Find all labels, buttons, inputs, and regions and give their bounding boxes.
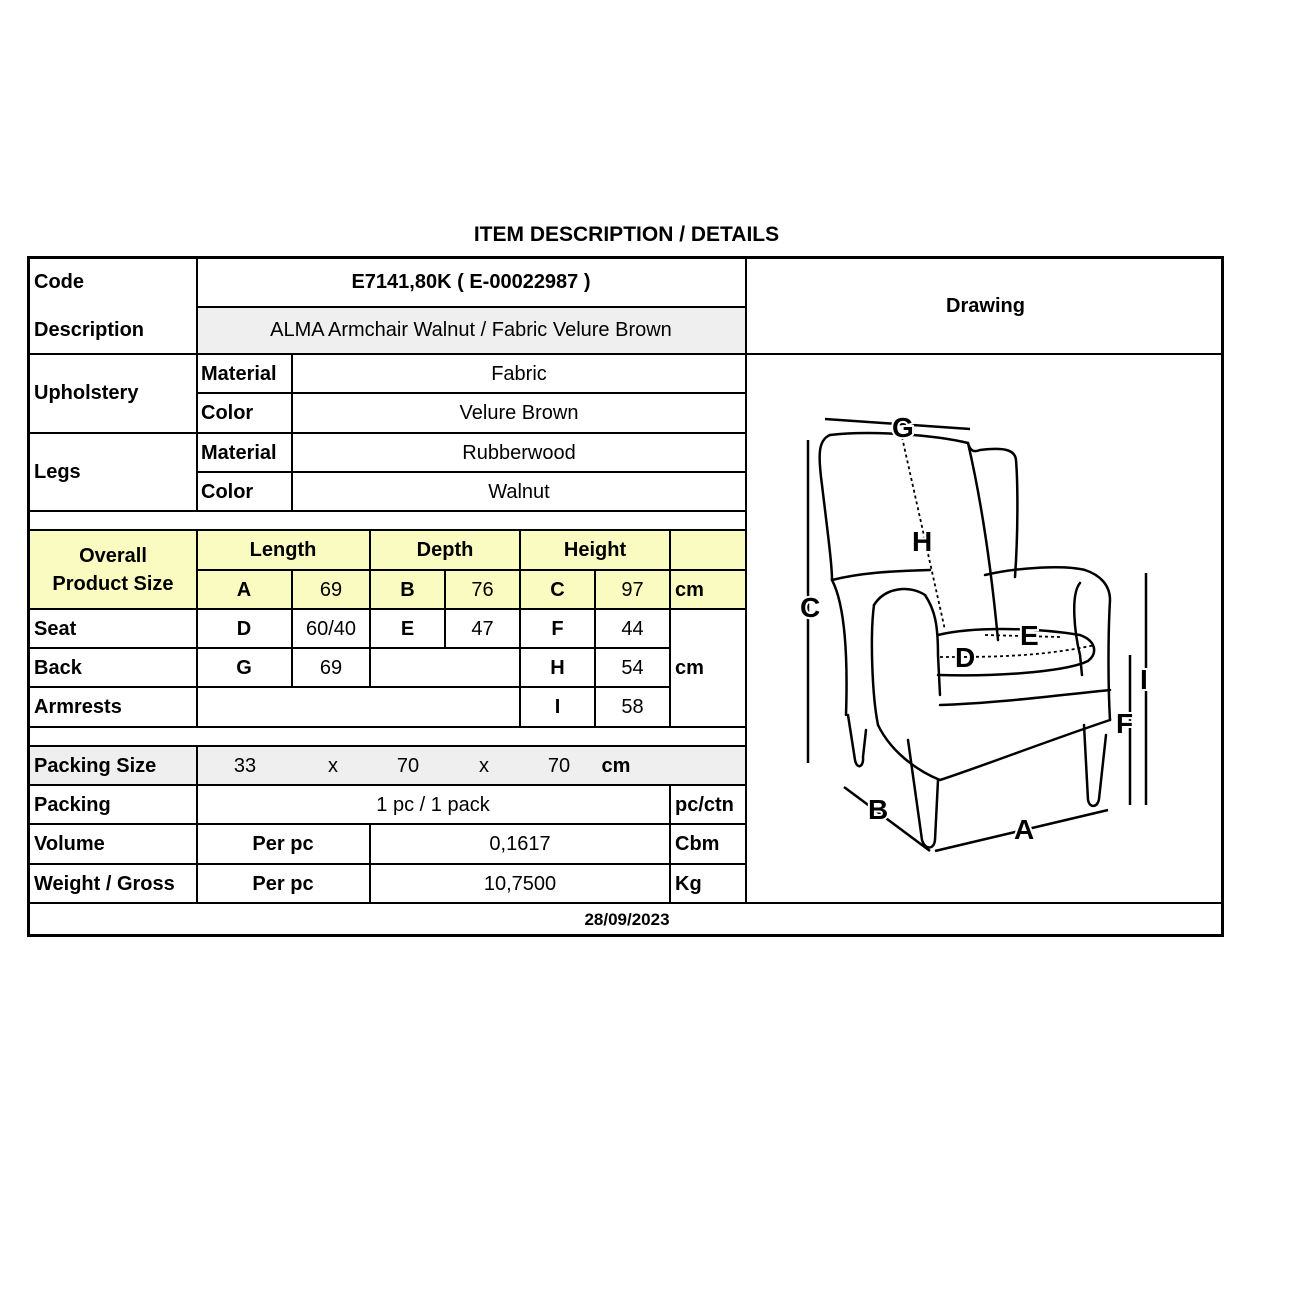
upholstery-color-value: Velure Brown xyxy=(459,401,579,424)
seat-back-armrest-unit: cm xyxy=(675,656,704,679)
weight-label: Weight / Gross xyxy=(34,872,175,895)
drawing-letter-h: H xyxy=(912,526,933,557)
legs-color-value: Walnut xyxy=(488,480,550,503)
packing-size-v2: 70 xyxy=(396,754,420,777)
dim-d-value: 60/40 xyxy=(305,617,357,640)
document-date: 28/09/2023 xyxy=(584,910,670,929)
legs-material-label: Material xyxy=(201,441,277,464)
overall-unit: cm xyxy=(675,578,704,601)
legs-material-value: Rubberwood xyxy=(462,441,576,464)
dim-e-label: E xyxy=(400,617,415,640)
dim-a-label: A xyxy=(236,578,252,601)
drawing-letter-f: F xyxy=(1116,708,1134,739)
dim-g-value: 69 xyxy=(319,656,343,679)
dim-c-value: 97 xyxy=(621,578,644,601)
drawing-letter-g: G xyxy=(892,412,914,443)
upholstery-material-value: Fabric xyxy=(491,362,547,385)
description-value: ALMA Armchair Walnut / Fabric Velure Brown xyxy=(270,319,672,341)
packing-size-x1: x xyxy=(328,754,338,777)
dim-e-value: 47 xyxy=(471,617,494,640)
weight-unit: Kg xyxy=(675,872,702,895)
overall-size-label xyxy=(30,531,196,609)
description-label: Description xyxy=(34,319,145,341)
volume-label: Volume xyxy=(34,832,105,855)
dim-i-label: I xyxy=(554,695,561,718)
dim-h-value: 54 xyxy=(621,656,644,679)
armchair-left-front-leg xyxy=(908,740,938,848)
overall-size-label-line2: Product Size xyxy=(52,573,174,595)
weight-per: Per pc xyxy=(252,872,314,895)
packing-label: Packing xyxy=(34,793,111,816)
drawing-letter-d: D xyxy=(955,642,976,673)
document-title: ITEM DESCRIPTION / DETAILS xyxy=(473,223,780,246)
armchair-back-outline xyxy=(820,435,832,580)
length-header: Length xyxy=(249,538,317,561)
legs-label: Legs xyxy=(34,461,81,483)
armchair-left-back-leg xyxy=(848,715,866,766)
drawing-label: Drawing xyxy=(946,294,1025,317)
height-header: Height xyxy=(563,538,627,561)
packing-size-x2: x xyxy=(479,754,489,777)
armchair-drawing xyxy=(770,395,1170,875)
overall-size-label-line1: Overall xyxy=(79,545,147,567)
weight-value: 10,7500 xyxy=(483,872,557,895)
upholstery-color-label: Color xyxy=(201,401,254,424)
code-label: Code xyxy=(34,271,84,293)
drawing-letter-i: I xyxy=(1140,664,1148,695)
legs-color-label: Color xyxy=(201,480,254,503)
dim-b-value: 76 xyxy=(471,578,494,601)
dim-d-label: D xyxy=(236,617,252,640)
packing-size-unit: cm xyxy=(601,754,631,777)
seat-label: Seat xyxy=(34,617,77,640)
drawing-letter-c: C xyxy=(800,592,821,623)
dim-f-label: F xyxy=(551,617,564,640)
dim-h-label: H xyxy=(550,656,565,679)
dim-g-label: G xyxy=(236,656,252,679)
drawing-letter-e: E xyxy=(1020,620,1039,651)
back-label: Back xyxy=(34,656,82,679)
packing-value: 1 pc / 1 pack xyxy=(376,793,490,816)
dim-f-value: 44 xyxy=(621,617,644,640)
armchair-right-front-leg xyxy=(1084,725,1106,806)
packing-size-v3: 70 xyxy=(547,754,571,777)
packing-size-label: Packing Size xyxy=(34,754,157,777)
volume-per: Per pc xyxy=(252,832,314,855)
depth-header: Depth xyxy=(416,538,474,561)
volume-unit: Cbm xyxy=(675,832,720,855)
drawing-letter-a: A xyxy=(1014,814,1035,845)
packing-size-v1: 33 xyxy=(233,754,257,777)
armrests-label: Armrests xyxy=(34,695,122,718)
armchair-left-arm-outline xyxy=(832,570,930,580)
dim-a-value: 69 xyxy=(319,578,343,601)
upholstery-label: Upholstery xyxy=(34,382,139,404)
dim-i-value: 58 xyxy=(621,695,644,718)
dim-c-label: C xyxy=(550,578,565,601)
volume-value: 0,1617 xyxy=(489,832,551,855)
dim-b-label: B xyxy=(400,578,415,601)
packing-unit: pc/ctn xyxy=(675,793,734,816)
drawing-letter-b: B xyxy=(868,794,889,825)
code-value: E7141,80K ( E-00022987 ) xyxy=(351,271,591,293)
upholstery-material-label: Material xyxy=(201,362,277,385)
